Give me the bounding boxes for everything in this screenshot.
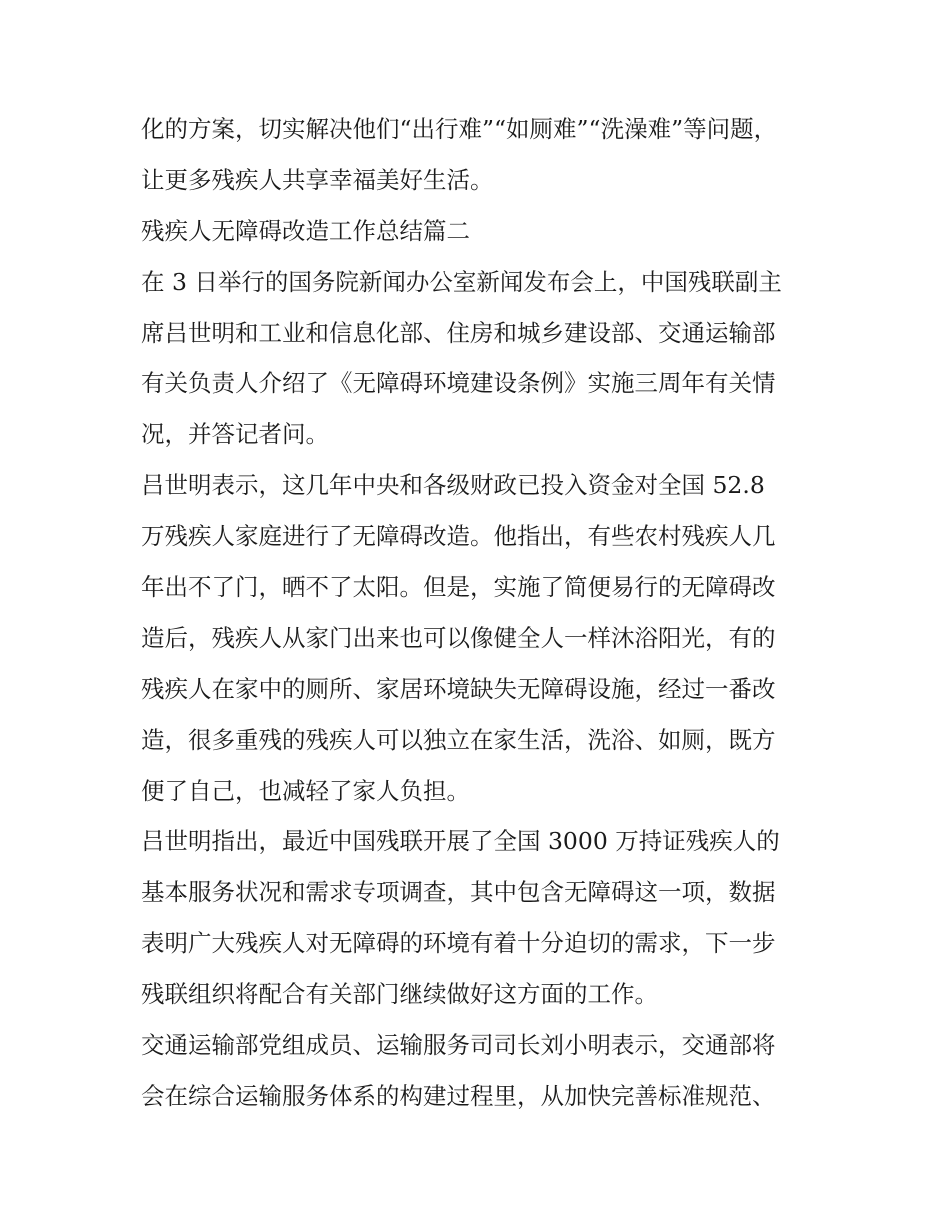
document-body [141, 104, 821, 1122]
text-line: 让更多残疾人共享幸福美好生活。 [141, 165, 494, 194]
text-line: 有关负责人介绍了《无障碍环境建设条例》实施三周年有关情 [141, 369, 776, 398]
text-line: 吕世明指出，最近中国残联开展了全国 3000 万持证残疾人的 [141, 827, 780, 856]
text-line: 交通运输部党组成员、运输服务司司长刘小明表示，交通部将 [141, 1031, 776, 1060]
text-line: 万残疾人家庭进行了无障碍改造。他指出，有些农村残疾人几 [141, 522, 776, 551]
text-line: 基本服务状况和需求专项调查，其中包含无障碍这一项，数据 [141, 878, 776, 907]
text-line: 会在综合运输服务体系的构建过程里，从加快完善标准规范、 [141, 1081, 776, 1110]
text-line: 残联组织将配合有关部门继续做好这方面的工作。 [141, 980, 658, 1009]
section-heading: 残疾人无障碍改造工作总结篇二 [141, 216, 470, 245]
text-line: 化的方案，切实解决他们“出行难”“如厕难”“洗澡难”等问题， [141, 115, 778, 143]
text-line: 残疾人在家中的厕所、家居环境缺失无障碍设施，经过一番改 [141, 674, 776, 703]
text-line: 造后，残疾人从家门出来也可以像健全人一样沐浴阳光，有的 [141, 623, 776, 652]
text-line: 吕世明表示，这几年中央和各级财政已投入资金对全国 52.8 [141, 471, 765, 500]
text-line: 表明广大残疾人对无障碍的环境有着十分迫切的需求，下一步 [141, 929, 776, 958]
text-line: 便了自己，也减轻了家人负担。 [141, 776, 470, 805]
text-line: 席吕世明和工业和信息化部、住房和城乡建设部、交通运输部 [141, 318, 776, 347]
text-line: 在 3 日举行的国务院新闻办公室新闻发布会上，中国残联副主 [141, 267, 782, 296]
text-line: 造，很多重残的残疾人可以独立在家生活，洗浴、如厕，既方 [141, 725, 776, 754]
text-line: 年出不了门，晒不了太阳。但是，实施了简便易行的无障碍改 [141, 573, 776, 602]
text-line: 况，并答记者问。 [141, 420, 329, 449]
